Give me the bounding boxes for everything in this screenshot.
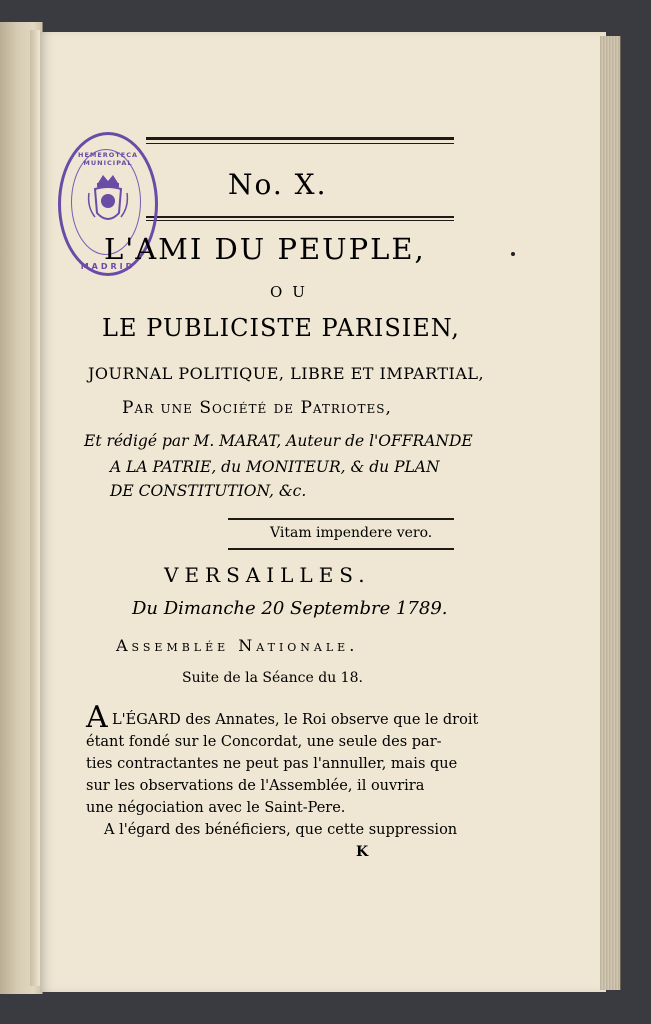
society-line: Par une Société de Patriotes, <box>122 398 392 418</box>
section-heading: Assemblée Nationale. <box>116 636 359 655</box>
session-note: Suite de la Séance du 18. <box>182 670 363 686</box>
body-line: étant fondé sur le Concordat, une seule des par- <box>86 734 442 750</box>
crest-icon <box>83 173 133 229</box>
editor-line-2: A LA PATRIE, du MONITEUR, & du PLAN <box>110 458 440 476</box>
number-bottom-thin-rule <box>146 220 454 221</box>
editor-line-1: Et rédigé par M. MARAT, Auteur de l'OFFRANDE <box>84 432 473 450</box>
number-bottom-rule <box>146 216 454 218</box>
motto: Vitam impendere vero. <box>270 525 433 541</box>
body-line: une négociation avec le Saint-Pere. <box>86 800 346 816</box>
editor-line-3: DE CONSTITUTION, &c. <box>110 482 307 500</box>
journal-description: JOURNAL POLITIQUE, LIBRE ET IMPARTIAL, <box>88 364 485 383</box>
body-line-last: A l'égard des bénéficiers, que cette suppression <box>104 822 458 838</box>
dateline-place: VERSAILLES. <box>164 563 371 587</box>
body-line: ties contractantes ne peut pas l'annuller, mais que <box>86 756 458 772</box>
body-line: L'ÉGARD des Annates, le Roi observe que le droit <box>112 712 479 728</box>
left-page-shadow <box>30 30 40 986</box>
ink-dot <box>511 252 515 256</box>
title-conjunction: OU <box>270 283 315 301</box>
stamp-top-text: HEMEROTECA MUNICIPAL <box>78 151 138 167</box>
motto-top-rule <box>228 518 454 520</box>
drop-cap: A <box>86 700 108 735</box>
catchword: K <box>356 844 369 860</box>
stamp-bottom-text: MADRID <box>80 262 136 271</box>
body-line: sur les observations de l'Assemblée, il ouvrira <box>86 778 425 794</box>
page-stack-edges <box>600 36 621 990</box>
issue-number: No. X. <box>228 168 328 201</box>
motto-bottom-rule <box>228 548 454 550</box>
newspaper-title: L'AMI DU PEUPLE, <box>104 232 426 266</box>
top-thin-rule <box>146 143 454 144</box>
top-double-rule <box>146 137 454 140</box>
newspaper-subtitle: LE PUBLICISTE PARISIEN, <box>102 314 460 342</box>
dateline-date: Du Dimanche 20 Septembre 1789. <box>132 598 448 619</box>
